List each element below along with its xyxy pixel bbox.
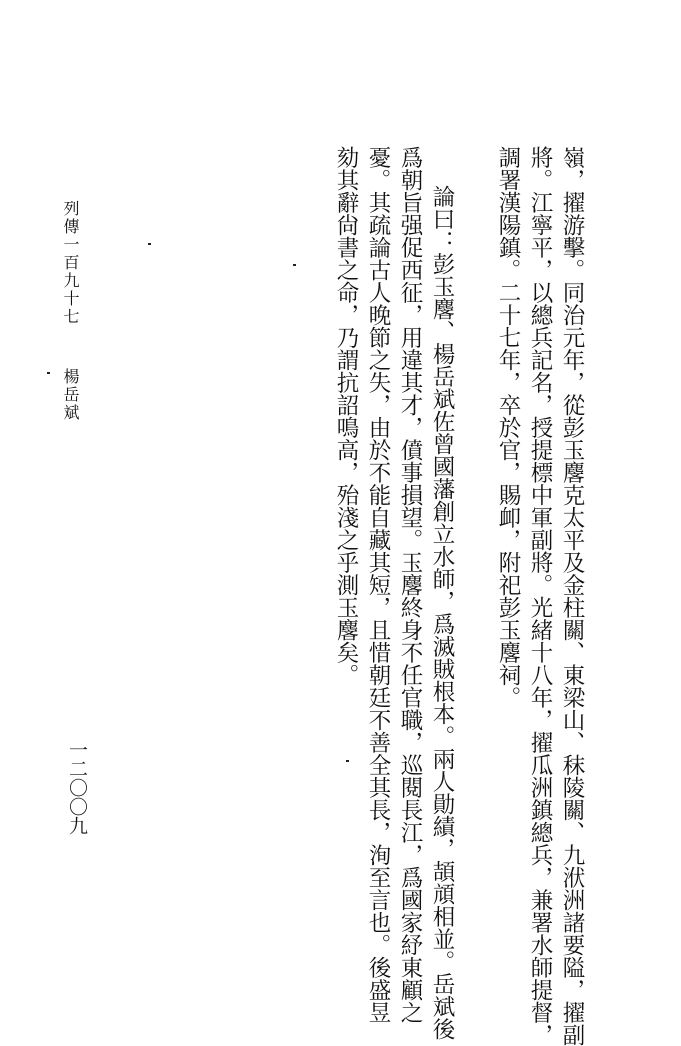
text-column-3: 調署漢陽鎮。二十七年，卒於官，賜卹，附祀彭玉麐祠。 [495, 146, 521, 709]
text-column-2: 將。江寧平，以總兵記名，授提標中軍副將。光緒十八年，擢瓜洲鎮總兵，兼署水師提督， [527, 146, 553, 1046]
page-number: 一二〇〇九 [66, 740, 88, 835]
commentary-column-4: 劾其辭尙書之命，乃謂抗詔鳴高，殆淺之乎測玉麐矣。 [333, 146, 359, 686]
commentary-column-2: 爲朝旨强促西征，用違其才，僨事損望。玉麐終身不任官職，巡閱長江，爲國家紓東顧之 [397, 146, 423, 1024]
commentary-column-1: 論曰：彭玉麐、楊岳斌佐曾國藩創立水師，爲滅賊根本。兩人勛績，頡頏相並。岳斌後 [429, 185, 455, 1040]
commentary-column-3: 憂。其疏論古人晚節之失，由於不能自藏其短，且惜朝廷不善全其長，洵至言也。後盛昱 [365, 146, 391, 1024]
scan-speck [293, 264, 296, 266]
section-title: 列傳一百九十七 [61, 200, 80, 326]
scan-speck [148, 243, 151, 245]
text-column-1: 嶺，擢游擊。同治元年，從彭玉麐克太平及金柱關、東梁山、秣陵關、九洑洲諸要隘，擢副 [559, 146, 585, 1046]
chapter-name: 楊岳斌 [61, 368, 80, 422]
scan-speck [47, 372, 50, 374]
scan-speck [346, 760, 349, 762]
